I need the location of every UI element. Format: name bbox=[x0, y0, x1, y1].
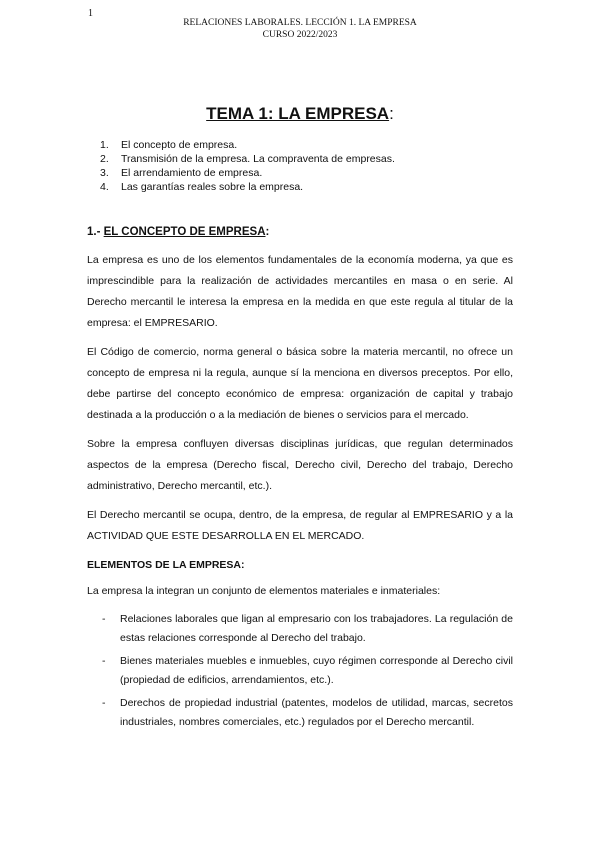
table-of-contents bbox=[100, 138, 395, 194]
section-heading-colon: : bbox=[265, 226, 270, 238]
toc-item-number: 4. bbox=[100, 181, 109, 193]
toc-item-number: 3. bbox=[100, 167, 109, 179]
list-item bbox=[87, 694, 513, 732]
list-item bbox=[87, 652, 513, 690]
toc-item bbox=[100, 152, 395, 166]
page-number: 1 bbox=[88, 8, 93, 19]
toc-item-text: El concepto de empresa. bbox=[121, 139, 238, 151]
list-item bbox=[87, 610, 513, 648]
page-title bbox=[0, 104, 600, 124]
body-paragraph: El Código de comercio, norma general o básica sobre la materia mercantil, no ofrece un concepto de empresa ni la regula, aunque sí la menciona en diversos preceptos. Por ello, debe partirse del concepto económico de empresa: organización de capital y trabajo destinada a la producción o a la mediación de bienes o servicios para el mercado. bbox=[87, 346, 513, 421]
section-heading bbox=[87, 226, 269, 238]
list-item-text: Derechos de propiedad industrial (patentes, modelos de utilidad, marcas, secretos industriales, nombres comerciales, etc.) regulados por el Derecho mercantil. bbox=[120, 697, 513, 728]
toc-item-number: 1. bbox=[100, 139, 109, 151]
bullet-dash: - bbox=[102, 697, 106, 709]
body-paragraph: El Derecho mercantil se ocupa, dentro, de la empresa, de regular al EMPRESARIO y a la ACTIVIDAD QUE ESTE DESARROLLA EN EL MERCADO. bbox=[87, 509, 513, 542]
elements-intro: La empresa la integran un conjunto de elementos materiales e inmateriales: bbox=[87, 585, 441, 597]
elements-heading: ELEMENTOS DE LA EMPRESA: bbox=[87, 559, 245, 571]
running-header bbox=[0, 17, 600, 41]
toc-item-text: El arrendamiento de empresa. bbox=[121, 167, 263, 179]
section-number: 1.- bbox=[87, 226, 104, 238]
bullet-dash: - bbox=[102, 655, 106, 667]
toc-item bbox=[100, 138, 395, 152]
list-item-text: Relaciones laborales que ligan al empresario con los trabajadores. La regulación de estas relaciones corresponde al Derecho del trabajo. bbox=[120, 613, 513, 644]
elements-list bbox=[87, 610, 513, 732]
header-course-year: CURSO 2022/2023 bbox=[262, 30, 338, 40]
body-paragraph: La empresa es uno de los elementos fundamentales de la economía moderna, ya que es imprescindible para la realización de actividades mercantiles en masa o en serie. Al Derecho mercantil le interesa la empresa en la medida en que este regula al titular de la empresa: el EMPRESARIO. bbox=[87, 254, 513, 329]
page-title-colon: : bbox=[389, 104, 394, 123]
body-paragraph: Sobre la empresa confluyen diversas disciplinas jurídicas, que regulan determinados aspectos de la empresa (Derecho fiscal, Derecho civil, Derecho del trabajo, Derecho administrativo, Derecho mercantil, etc.). bbox=[87, 438, 513, 492]
toc-item-text: Transmisión de la empresa. La compraventa de empresas. bbox=[121, 153, 395, 165]
header-course-title: RELACIONES LABORALES. LECCIÓN 1. LA EMPRESA bbox=[183, 18, 417, 28]
toc-item bbox=[100, 180, 395, 194]
toc-item bbox=[100, 166, 395, 180]
page-title-text: TEMA 1: LA EMPRESA bbox=[206, 104, 390, 123]
toc-item-text: Las garantías reales sobre la empresa. bbox=[121, 181, 304, 193]
bullet-dash: - bbox=[102, 613, 106, 625]
list-item-text: Bienes materiales muebles e inmuebles, cuyo régimen corresponde al Derecho civil (propiedad de edificios, arrendamientos, etc.). bbox=[120, 655, 513, 686]
toc-item-number: 2. bbox=[100, 153, 109, 165]
section-heading-text: EL CONCEPTO DE EMPRESA bbox=[103, 226, 266, 238]
section-body bbox=[87, 250, 513, 736]
